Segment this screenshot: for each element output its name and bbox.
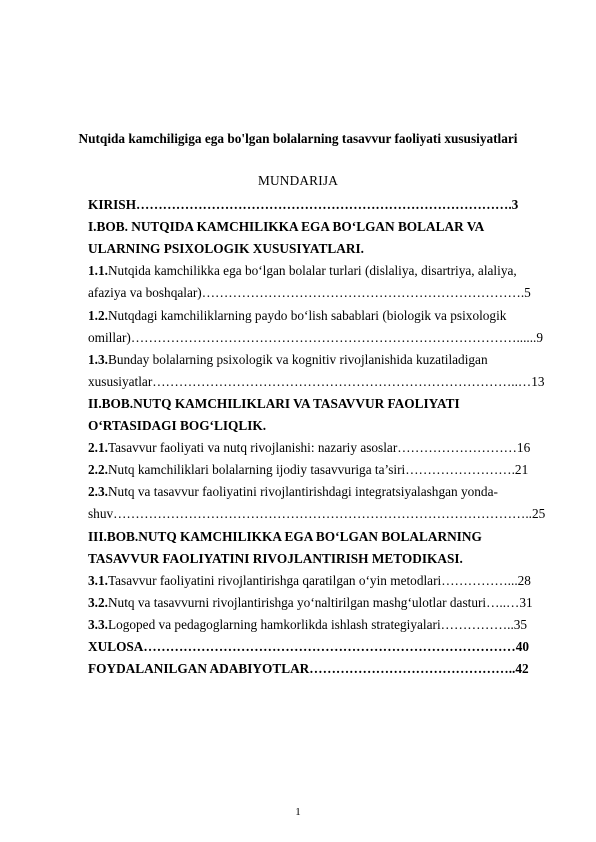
toc-entry-number: 1.1. bbox=[88, 263, 108, 279]
toc-entry-text: TASAVVUR FAOLIYATINI RIVOJLANTIRISH METODIKASI. bbox=[88, 550, 463, 566]
toc-entry-text: Nutqdagi kamchiliklarning paydo bo‘lish sabablari (biologik va psixologik bbox=[107, 307, 507, 323]
toc-entry-text: I.BOB. NUTQIDA KAMCHILIKKA EGA BO‘LGAN BOLALAR VA bbox=[88, 219, 485, 235]
toc-entry-number: 2.3. bbox=[88, 484, 108, 500]
toc-entry-number: 3.1. bbox=[88, 572, 108, 588]
toc-entry bbox=[88, 307, 554, 325]
toc-entry-number: 2.2. bbox=[88, 462, 108, 478]
toc-entry-number: 3.2. bbox=[88, 594, 108, 610]
toc-entry-text: Nutq kamchiliklari bolalarning ijodiy tasavvuriga ta’siri…………………….21 bbox=[107, 462, 529, 478]
toc-entry bbox=[88, 638, 554, 656]
toc-entry bbox=[88, 660, 554, 678]
toc-entry-text: KIRISH………………………………………………………………………….3 bbox=[88, 197, 519, 212]
toc-entry-text: Nutqida kamchilikka ega bo‘lgan bolalar turlari (dislaliya, disartriya, alaliya, bbox=[107, 263, 517, 279]
toc-entry bbox=[88, 550, 554, 568]
toc-entry-number: 2.1. bbox=[88, 440, 108, 456]
toc-entry bbox=[88, 196, 554, 214]
toc-entry-text: Tasavvur faoliyati va nutq rivojlanishi: nazariy asoslar………………………16 bbox=[107, 440, 531, 456]
toc-entry bbox=[88, 395, 554, 413]
document-title: Nutqida kamchiligiga ega bo'lgan bolalarning tasavvur faoliyati xususiyatlari bbox=[78, 131, 518, 146]
toc-entry-number: 1.2. bbox=[88, 307, 108, 323]
toc-entry-text: shuv…………………………………………………………………………………..25 bbox=[88, 506, 546, 522]
toc-entry-number: 3.3. bbox=[88, 616, 108, 632]
toc-entry-text: xususiyatlar………………………………………………………………………..…13 bbox=[88, 373, 545, 389]
toc-entry-text: ULARNING PSIXOLOGIK XUSUSIYATLARI. bbox=[88, 241, 364, 257]
toc-entry-text: XULOSA…………………………………………………………………………40 bbox=[88, 639, 530, 654]
toc-entry-text: afaziya va boshqalar)……………………………………………………………….5 bbox=[88, 285, 531, 301]
toc-entry bbox=[88, 483, 554, 501]
toc-entry bbox=[88, 240, 554, 258]
toc-entry-text: III.BOB.NUTQ KAMCHILIKKA EGA BO‘LGAN BOLALARNING bbox=[88, 528, 482, 544]
toc-entry bbox=[88, 616, 554, 634]
toc-entry bbox=[88, 329, 554, 347]
toc-entry bbox=[88, 505, 554, 523]
toc-entry-text: Tasavvur faoliyatini rivojlantirishga qaratilgan o‘yin metodlari……………...28 bbox=[107, 572, 531, 588]
page-number: 1 bbox=[295, 806, 301, 818]
toc-entry bbox=[88, 439, 554, 457]
toc-entry bbox=[88, 262, 554, 280]
toc-entry bbox=[88, 284, 554, 302]
toc-entry bbox=[88, 572, 554, 590]
toc-entry bbox=[88, 461, 554, 479]
toc-entry bbox=[88, 373, 554, 391]
toc-entry-number: 1.3. bbox=[88, 351, 108, 367]
toc-entry bbox=[88, 417, 554, 435]
toc-entry bbox=[88, 528, 554, 546]
toc-entry-text: Logoped va pedagoglarning hamkorlikda ishlash strategiyalari……………..35 bbox=[107, 616, 528, 632]
toc-entry-text: FOYDALANILGAN ADABIYOTLAR………………………………………..42 bbox=[88, 661, 529, 677]
toc-entry-text: Bunday bolalarning psixologik va kognitiv rivojlanishida kuzatiladigan bbox=[107, 351, 488, 367]
toc-entry bbox=[88, 594, 554, 612]
toc-entry-text: II.BOB.NUTQ KAMCHILIKLARI VA TASAVVUR FAOLIYATI bbox=[88, 395, 460, 411]
toc-entry-text: O‘RTASIDAGI BOG‘LIQLIK. bbox=[88, 418, 267, 433]
toc-entry-text: Nutq va tasavvurni rivojlantirishga yo‘naltirilgan mashg‘ulotlar dasturi…..…31 bbox=[107, 594, 533, 610]
toc-entry bbox=[88, 351, 554, 369]
toc-entry bbox=[88, 218, 554, 236]
toc-entry-text: omillar)……………………………………………………………………………......9 bbox=[88, 329, 544, 345]
toc-heading: MUNDARIJA bbox=[257, 173, 339, 188]
toc-entry-text: Nutq va tasavvur faoliyatini rivojlantirishdagi integratsiyalashgan yonda- bbox=[107, 484, 498, 500]
